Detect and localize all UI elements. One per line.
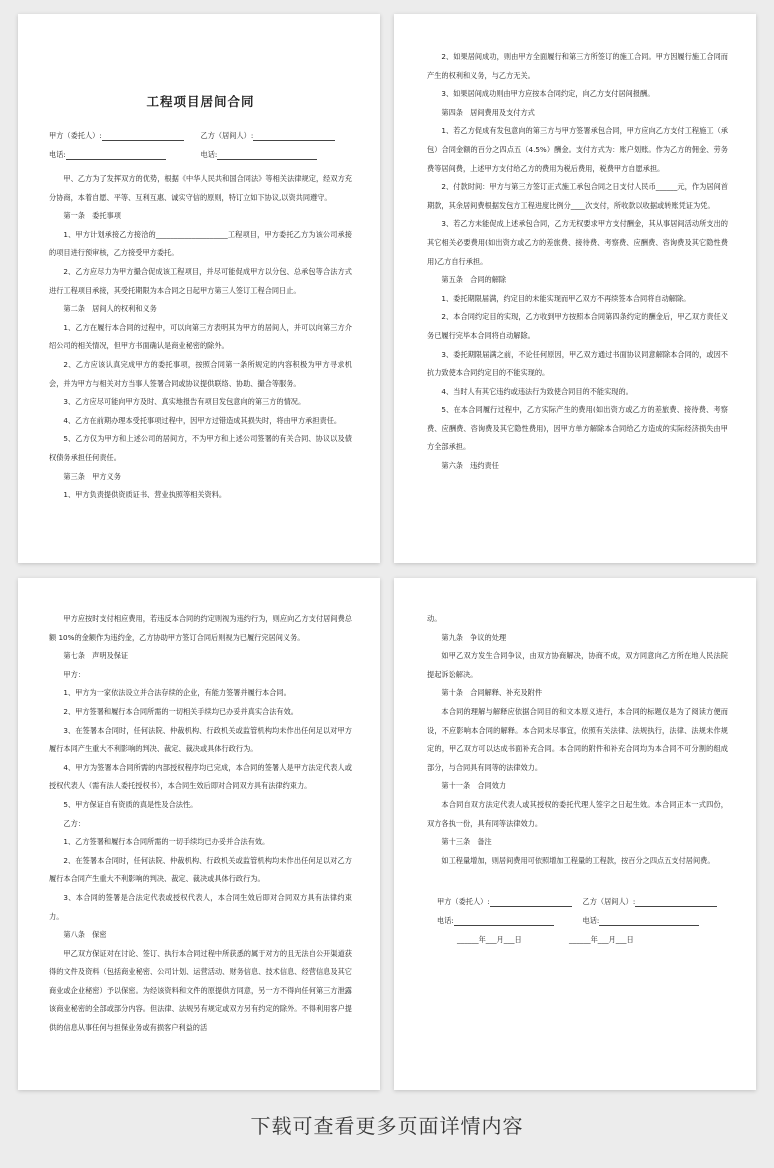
- paragraph: 2、甲方签署和履行本合同所需的一切相关手续均已办妥并真实合法有效。: [63, 706, 298, 716]
- paragraph: 1、乙方在履行本合同的过程中，可以向第三方表明其为甲方的居间人，并可以向第三方介绍公司的相关情况，但甲方书面确认是商业秘密的除外。: [49, 322, 352, 351]
- phone-a-blank: [66, 150, 166, 160]
- paragraph: 动。: [427, 614, 442, 623]
- sig-phone-b-blank: [599, 916, 699, 926]
- paragraph: 2、在签署本合同时，任何法院、仲裁机构、行政机关或监管机构均未作出任何足以对乙方履行本合同产生重大不利影响的判决、裁定、裁决或具体行政行为。: [49, 855, 352, 884]
- document-title: 工程项目居间合同: [146, 94, 255, 109]
- phone-b-label: 电话:: [200, 150, 218, 159]
- party-info-row: [49, 126, 352, 145]
- paragraph: 如甲乙双方发生合同争议，由双方协商解决，协商不成，双方同意向乙方所在地人民法院提起诉讼解决。: [427, 651, 728, 679]
- date-row: [427, 930, 728, 949]
- paragraph: 3、乙方应尽可能向甲方及时、真实地报告有项目发包意向的第三方的情况。: [63, 397, 306, 407]
- sig-party-b-blank: [635, 897, 717, 907]
- party-b-blank: [253, 131, 335, 141]
- clause-heading: 第三条 甲方义务: [63, 471, 121, 481]
- party-b-label: 乙方（居间人）:: [200, 131, 254, 140]
- paragraph: 1、若乙方促成有发包意向的第三方与甲方签署承包合同，甲方应向乙方支付工程施工（承包）合同金额的百分之四点五（4.5%）酬金。支付方式为：账户划账。作为乙方的佣金、劳务费等居间费，上述甲方支付给乙方的费用为税后费用，税费甲方自愿承担。: [427, 126, 728, 173]
- paragraph: 甲、乙方为了发挥双方的优势，根据《中华人民共和国合同法》等相关法律规定，经双方充分协商，本着自愿、平等、互利互惠、诚实守信的原则，特订立如下协议,以资共同遵守。: [49, 174, 352, 202]
- paragraph: 4、当时人有其它违约或违法行为致使合同目的不能实现的。: [441, 386, 633, 396]
- sig-party-b-label: 乙方（居间人）:: [582, 897, 636, 907]
- clause-heading: 第十一条 合同效力: [441, 781, 507, 791]
- paragraph: 5、甲方保证自有资质的真是性及合法性。: [63, 799, 198, 809]
- paragraph: 本合同的理解与解释应依据合同目的和文本原义进行，本合同的标题仅是为了阅读方便而设，不应影响本合同的解释。本合同未尽事宜，依照有关法律、法规执行，法律、法规未作规定的，甲乙双方可以达成书面补充合同。本合同的附件和补充合同均为本合同不可分割的组成部分，与合同具有同等的法律效力。: [427, 706, 728, 772]
- paragraph: 乙方：: [63, 818, 85, 828]
- party-a-label: 甲方（委托人）:: [49, 131, 102, 140]
- sig-party-a-blank: [490, 897, 572, 907]
- date-a: ______年___月___日: [457, 935, 522, 945]
- clause-heading: 第四条 居间费用及支付方式: [441, 107, 535, 117]
- paragraph: 3、在签署本合同时，任何法院、仲裁机构、行政机关或监管机构均未作出任何足以对甲方履行本同产生重大不利影响的判决、裁定、裁决或具体行政行为。: [49, 725, 352, 754]
- sig-phone-a-blank: [454, 916, 554, 926]
- signature-row: [427, 892, 728, 911]
- paragraph: 3、委托期限届满之前，不论任何原因，甲乙双方通过书面协议同意解除本合同的，或因不抗力致使本合同约定目的不能实现的。: [427, 349, 728, 378]
- date-b: ______年___月___日: [569, 935, 634, 945]
- paragraph: 4、乙方在前期办理本受托事项过程中，因甲方过错造成其损失时，将由甲方承担责任。: [63, 415, 342, 425]
- paragraph: 1、乙方签署和履行本合同所需的一切手续均已办妥并合法有效。: [63, 837, 270, 847]
- document-page-4: [394, 578, 756, 1090]
- phone-b-blank: [217, 150, 317, 160]
- paragraph: 2、乙方应该认真完成甲方的委托事项，按照合同第一条所规定的内容积极为甲方寻求机会，并为甲方与相关对方当事人签署合同或协议提供联络、协助、撮合等服务。: [49, 359, 352, 388]
- clause-heading: 第八条 保密: [63, 930, 107, 940]
- paragraph: 1、甲方为一家依法设立并合法存续的企业，有能力签署并履行本合同。: [63, 688, 291, 698]
- clause-heading: 第六条 违约责任: [441, 461, 499, 471]
- document-page-2: [394, 14, 756, 563]
- paragraph: 1、委托期限届满，约定目的未能实现而甲乙双方不再续签本合同将自动解除。: [441, 293, 691, 303]
- footer-more-pages-text: 下载可查看更多页面详情内容: [250, 1114, 524, 1138]
- clause-heading: 第九条 争议的处理: [441, 632, 507, 642]
- paragraph: 甲乙双方保证对在讨论、签订、执行本合同过程中所获悉的属于对方的且无法自公开渠道获得的文件及资料（包括商业秘密、公司计划、运营活动、财务信息、技术信息、经营信息及其它商业或企业秘密）予以保密。为经该资料和文件的原提供方同意，另一方不得向任何第三方泄露该商业秘密的全部或部分内容。但法律、法规另有规定或双方另有约定的除外。不得利用客户提供的信息从事任何与担保业务或有损客户利益的活: [49, 948, 352, 1033]
- clause-heading: 第十条 合同解释、补充及附件: [441, 688, 543, 698]
- paragraph: 3、本合同的签署是合法定代表或授权代表人，本合同生效后即对合同双方具有法律约束力。: [49, 892, 352, 921]
- signature-phone-row: [427, 911, 728, 930]
- paragraph: 1、甲方负责提供资质证书、营业执照等相关资料。: [63, 490, 227, 500]
- paragraph: 甲方应按时支付相应费用，若违反本合同的约定则视为违约行为，则应向乙方支付居间费总额 10%的金额作为违约金，乙方协助甲方签订合同后则视为已履行完居间义务。: [49, 614, 352, 642]
- paragraph: 2、乙方应尽力为甲方撮合促成该工程项目，并尽可能促成甲方以分包、总承包等合法方式进行工程项目承接，其受托期限为本合同之日起甲方第三人签订工程合同日止。: [49, 266, 352, 295]
- sig-party-a-label: 甲方（委托人）:: [437, 897, 490, 907]
- paragraph: 4、甲方为签署本合同所需的内部授权程序均已完成，本合同的签署人是甲方法定代表人或授权代表人（需有法人委托授权书），本合同生效后即对合同双方具有法律约束力。: [49, 762, 352, 791]
- clause-heading: 第五条 合同的解除: [441, 275, 507, 285]
- phone-a-label: 电话:: [49, 150, 66, 159]
- clause-heading: 第七条 声明及保证: [63, 651, 129, 661]
- document-page-1: [18, 14, 380, 563]
- paragraph: 2、付款时间：甲方与第三方签订正式施工承包合同之日支付人民币______元，作为居间首期款，其余居间费根据发包方工程进度比例分____次支付，所收款以收据或转账凭证为凭。: [427, 182, 728, 210]
- paragraph: 3、如果居间成功则由甲方应按本合同约定，向乙方支付居间报酬。: [441, 89, 655, 99]
- clause-heading: 第一条 委托事项: [63, 211, 121, 221]
- paragraph: 5、在本合同履行过程中，乙方实际产生的费用(如出资方或乙方的差旅费、接待费、考察费、应酬费、咨询费及其它隐性费用)，因甲方单方解除本合同给乙方造成的实际经济损失由甲方全部承担。: [427, 405, 728, 452]
- paragraph: 2、如果居间成功，则由甲方全面履行和第三方所签订的施工合同。甲方因履行施工合同而产生的权利和义务，与乙方无关。: [427, 52, 728, 80]
- clause-heading: 第十三条 备注: [441, 837, 492, 847]
- document-page-3: [18, 578, 380, 1090]
- paragraph: 如工程量增加，则居间费用可依照增加工程量的工程款，按百分之四点五支付居间费。: [441, 855, 715, 865]
- phone-info-row: [49, 145, 352, 164]
- paragraph: 本合同自双方法定代表人或其授权的委托代理人签字之日起生效。本合同正本一式四份，双方各执一份，具有同等法律效力。: [427, 799, 728, 828]
- sig-phone-a-label: 电话:: [437, 916, 454, 926]
- paragraph: 5、乙方仅为甲方和上述公司的居间方，不为甲方和上述公司签署的有关合同、协议以及债权债务承担任何责任。: [49, 434, 352, 462]
- paragraph: 甲方：: [63, 669, 85, 679]
- paragraph: 3、若乙方未能促成上述承包合同，乙方无权要求甲方支付酬金，其从事居间活动所支出的其它相关必要费用(如出资方或乙方的差旅费、接待费、考察费、应酬费、咨询费及其它隐性费用)乙方自行承担。: [427, 219, 728, 266]
- clause-heading: 第二条 居间人的权利和义务: [63, 304, 157, 314]
- paragraph: 1、甲方计划承接乙方接洽的____________________工程项目，甲方委托乙方为该公司承接的项目进行预审核，乙方接受甲方委托。: [49, 229, 352, 258]
- sig-phone-b-label: 电话:: [582, 916, 600, 926]
- paragraph: 2、本合同约定目的实现，乙方收到甲方按照本合同第四条约定的酬金后，甲乙双方责任义务已履行完毕本合同将自动解除。: [427, 312, 728, 340]
- party-a-blank: [102, 131, 184, 141]
